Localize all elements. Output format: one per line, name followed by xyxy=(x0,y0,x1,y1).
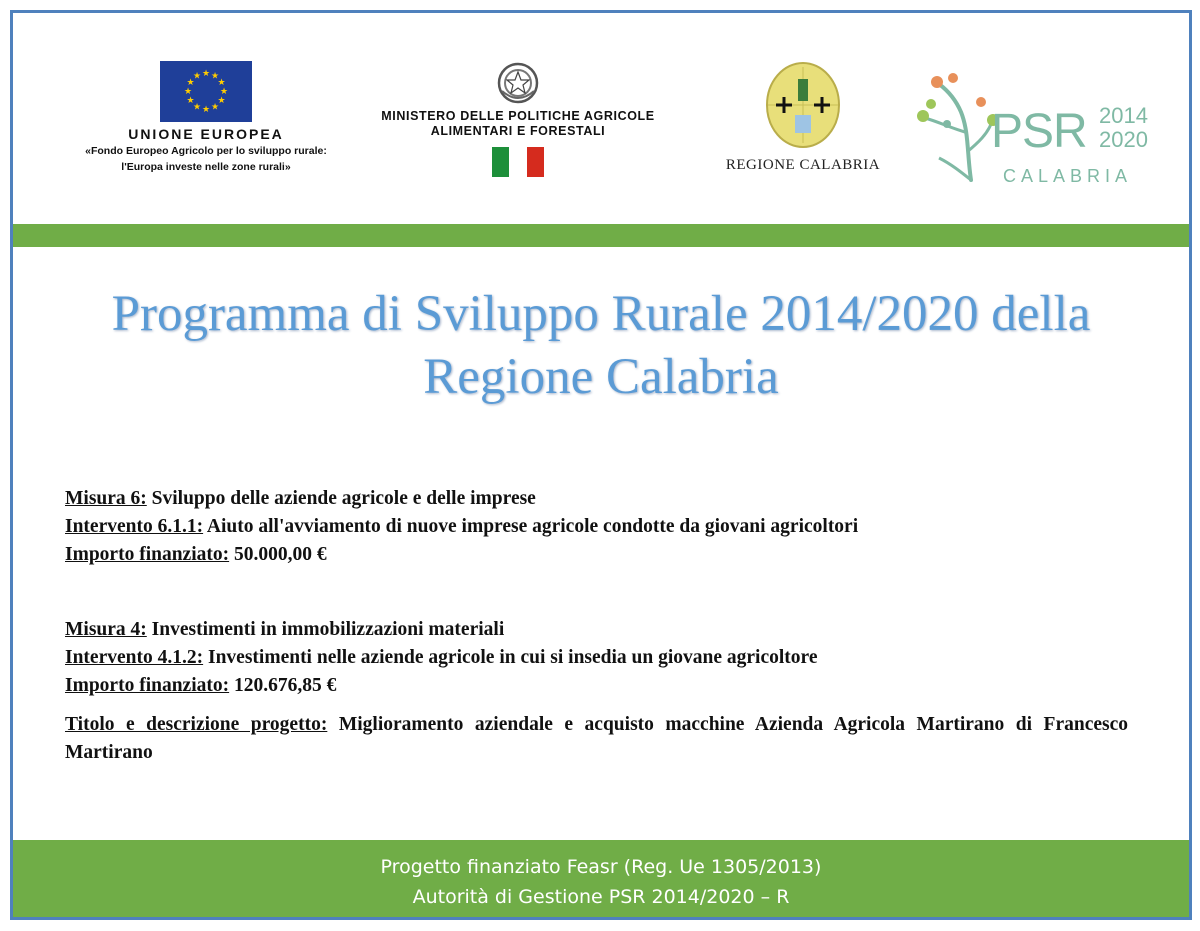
ministry-line-1: MINISTERO DELLE POLITICHE AGRICOLE xyxy=(381,109,655,123)
svg-text:★: ★ xyxy=(201,105,211,115)
logo-header xyxy=(13,13,1189,223)
measure-label: Misura 6: xyxy=(65,488,147,509)
psr-region: CALABRIA xyxy=(1003,166,1133,186)
svg-text:★: ★ xyxy=(192,102,202,113)
svg-text:★: ★ xyxy=(210,102,220,113)
page-title xyxy=(13,283,1189,409)
footer-line-2: Autorità di Gestione PSR 2014/2020 – R xyxy=(412,886,790,908)
measure-row xyxy=(65,485,1128,513)
region-name: REGIONE CALABRIA xyxy=(725,157,881,173)
italian-republic-emblem-icon xyxy=(496,61,540,105)
intervention-label: Intervento 4.1.2: xyxy=(65,647,204,668)
footer-line-1: Progetto finanziato Feasr (Reg. Ue 1305/2013) xyxy=(380,856,822,878)
intervention-label: Intervento 6.1.1: xyxy=(65,516,204,537)
title-line-2: Regione Calabria xyxy=(423,349,779,405)
eu-flag-icon xyxy=(160,61,252,122)
svg-text:★: ★ xyxy=(217,78,226,88)
title-line-1: Programma di Sviluppo Rurale 2014/2020 della xyxy=(111,286,1091,342)
project-label: Titolo e descrizione progetto: xyxy=(65,714,328,735)
svg-text:★: ★ xyxy=(192,71,202,82)
psr-logo-block xyxy=(911,68,1171,198)
project-description xyxy=(65,711,1128,767)
amount-row xyxy=(65,541,1128,569)
amount-row xyxy=(65,672,1128,700)
svg-text:★: ★ xyxy=(186,78,195,88)
amount-value: 120.676,85 € xyxy=(234,675,337,696)
italian-flag-icon xyxy=(492,147,544,177)
eu-logo-block xyxy=(61,61,351,174)
measure-row xyxy=(65,616,1128,644)
psr-year-end: 2020 xyxy=(1099,127,1148,152)
eu-fund-line-1: «Fondo Europeo Agricolo per lo sviluppo rurale: xyxy=(85,145,327,157)
svg-text:★: ★ xyxy=(210,71,220,82)
measure-value: Sviluppo delle aziende agricole e delle imprese xyxy=(151,488,536,509)
eu-name: UNIONE EUROPEA xyxy=(128,126,284,142)
psr-years xyxy=(1099,104,1148,152)
psr-plant-icon xyxy=(911,68,1001,188)
project-details xyxy=(65,485,1128,767)
svg-text:★: ★ xyxy=(201,69,211,79)
intervention-row xyxy=(65,644,1128,672)
poster-frame xyxy=(10,10,1192,920)
psr-year-start: 2014 xyxy=(1099,103,1148,128)
svg-text:★: ★ xyxy=(217,96,226,106)
svg-text:★: ★ xyxy=(186,96,195,106)
intervention-row xyxy=(65,513,1128,541)
measure-value: Investimenti in immobilizzazioni materiali xyxy=(151,619,505,640)
svg-text:★: ★ xyxy=(219,87,229,97)
amount-label: Importo finanziato: xyxy=(65,675,230,696)
eu-fund-line-2: l'Europa investe nelle zone rurali» xyxy=(121,161,291,173)
svg-text:★: ★ xyxy=(183,87,193,97)
project-value: Miglioramento aziendale e acquisto macchine Azienda Agricola Martirano di Francesco Martirano xyxy=(65,714,1129,763)
ministry-line-2: ALIMENTARI E FORESTALI xyxy=(430,124,606,138)
intervention-value: Investimenti nelle aziende agricole in cui si insedia un giovane agricoltore xyxy=(207,647,818,668)
footer-banner xyxy=(13,840,1189,917)
ministry-logo-block xyxy=(348,61,688,177)
amount-label: Importo finanziato: xyxy=(65,544,230,565)
intervention-value: Aiuto all'avviamento di nuove imprese agricole condotte da giovani agricoltori xyxy=(206,516,859,537)
measure-label: Misura 4: xyxy=(65,619,147,640)
amount-value: 50.000,00 € xyxy=(234,544,327,565)
green-divider xyxy=(13,224,1189,247)
calabria-crest-icon xyxy=(764,61,842,151)
region-logo-block xyxy=(703,61,903,174)
psr-acronym: PSR xyxy=(991,105,1087,158)
